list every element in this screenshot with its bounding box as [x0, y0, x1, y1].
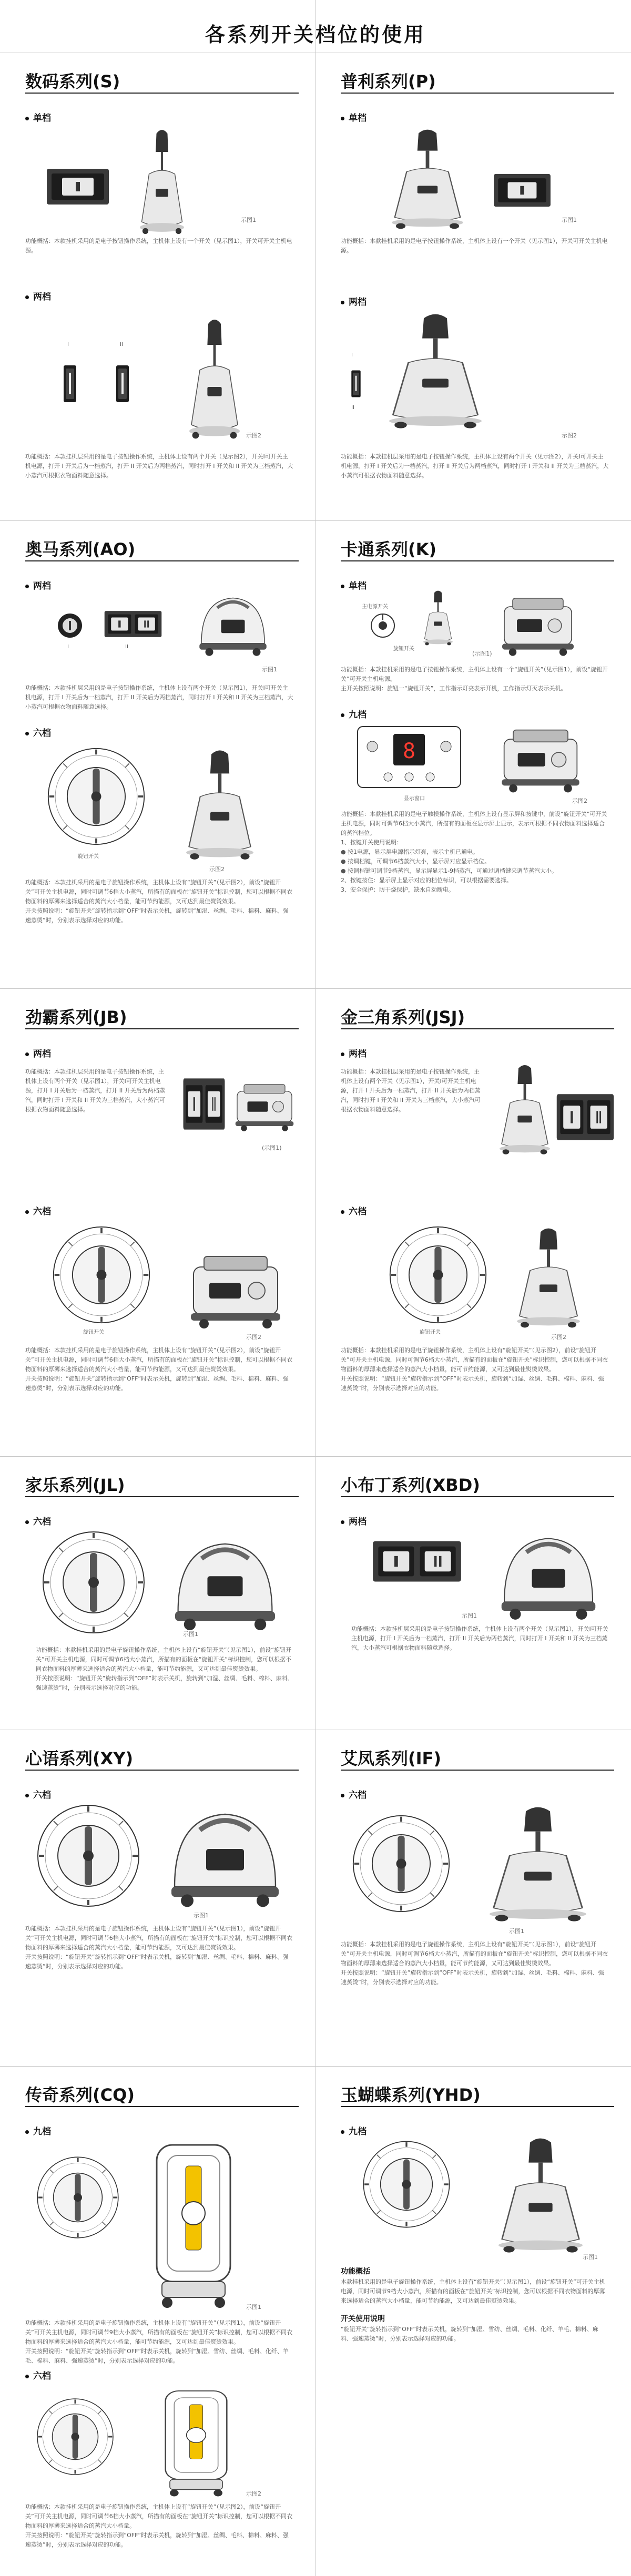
knob-image [46, 747, 146, 846]
steamer-image [493, 1062, 556, 1157]
title-rule [25, 1496, 299, 1497]
section-title: 普利系列(P) [341, 71, 436, 91]
section-title: 艾凤系列(IF) [341, 1749, 442, 1769]
dual-heading: 两档 [341, 1046, 367, 1059]
dual-switch-image [372, 1540, 462, 1582]
knob-label: 旋钮开关 [393, 646, 414, 652]
figure-label: 示图2 [562, 432, 577, 439]
rocker-switch-image [349, 363, 363, 405]
six-description: 功能概括：本款挂机采用的是电子旋钮操作系统，主机体上设有“旋钮开关”（见示图2），前设“旋钮开关”可开关主机电源，同时可调节6档大小蒸汽，所描有的面板在“旋钮开关”标识控制，您可以根据不同衣物面料的厚薄来选择适合的蒸汽大小档量，能可节约能源，又可达到最佳熨烫效果。 开关按照说明：“旋钮开关”旋转指示到“OFF”时表示关机，旋转到“加湿、丝绸、毛料、棉料、麻料、强速蒸烫”时，分别表示选择对应的功能。 [25, 1347, 293, 1392]
figure-label: 示图1 [462, 1612, 477, 1619]
nine-description: 功能概括：本款挂机采用的是电子触摸操作系统，主机体上设有显示屏和按键中，前设“旋钮开关”可开关主机电源，同时可调节6档大小蒸汽，所描有的面板在显示屏上显示，表示可根据不同衣物面料选择适合的蒸汽档位。 1、按键开关使用说明： ● 按1电源，显示屏电源指示灯亮，表示主机已通电。 ● 按调档键，可调节6档蒸汽大小，显示屏对应显示档位。 ● 按调档键可调节9档蒸汽，显示屏显示1-9档蒸汽，可通过调档键来调节蒸汽大小。 2、按键按住：显示屏上显示对应的档位标识，可以根据需要选择。 3、安全保护：防干烧保护，缺水自动断电。 [341, 811, 607, 893]
display-panel-image [357, 725, 462, 789]
knob-image [36, 2155, 120, 2240]
steamer-image [477, 1803, 598, 1924]
knob-label: 旋钮开关 [420, 1330, 441, 1335]
section-title: 玉蝴蝶系列(YHD) [341, 2085, 481, 2105]
six-description: 功能概括：本款挂机采用的是电子旋钮操作系统，主机体上设有“旋钮开关”（见示图2），前设“旋钮开关”可开关主机电源，同时可调节6档大小蒸汽，所描有的面板在“旋钮开关”标识控制，您可以根据不同衣物面料的厚薄来选择适合的蒸汽大小档量。 开关按照说明：“旋钮开关”旋转指示到“OFF”时表示关机，旋转到“加湿、丝绸、毛料、棉料、麻料、强速蒸烫”时，分别表示选择对应的功能。 [25, 2503, 293, 2548]
dual-description: 功能概括：本款挂机层采用的是电子按钮操作系统，主机体上设有两个开关（见示图2），开关I可开关主机电源，打开 I 开关后为一档蒸汽，打开 II 开关后为两档蒸汽，同时打开 I 开关和 II 开关为三档蒸汽，大小蒸汽可根据衣物面料随意选择。 [341, 453, 609, 479]
function-heading: 功能概括 [341, 2267, 370, 2276]
nine-heading: 九档 [25, 2124, 51, 2137]
knob-image [351, 1814, 451, 1914]
switch-usage-heading: 开关使用说明 [341, 2315, 385, 2323]
section-title: 卡通系列(K) [341, 539, 437, 559]
six-heading: 六档 [25, 1787, 51, 1801]
section-xbd [341, 1472, 625, 1724]
nine-description: 功能概括：本款挂机采用的是电子旋钮操作系统，主机体上设有“旋钮开关”（见示图1），前设“旋钮开关”可开关主机电源，同时可调节9档大小蒸汽，所描有的面板在“旋钮开关”标识控制，您可以根据不同衣物面料的厚薄来选择适合的蒸汽大小档量，能可节约能源，又可达到最佳熨烫效果。 开关按照说明：“旋钮开关”旋转指示到“OFF”时表示关机，旋转到“加湿、雪纺、丝绸、毛料、化纤、羊毛、棉料、麻料、强速蒸烫”时，分别表示选择对应的功能。 [25, 2319, 293, 2364]
round-switch-image [370, 612, 396, 639]
single-heading: 单档 [341, 578, 367, 591]
steamer-image [183, 1251, 288, 1330]
dual-heading: 两档 [341, 1514, 367, 1527]
figure-label: (示图1) [472, 650, 492, 657]
section-title: 家乐系列(JL) [25, 1475, 125, 1495]
steamer-image [493, 594, 583, 657]
section-title: 小布丁系列(XBD) [341, 1475, 480, 1495]
figure-label: (示图1) [262, 1144, 282, 1151]
steamer-image [130, 126, 194, 237]
section-cq [25, 2082, 309, 2571]
figure-label: 示图1 [262, 666, 277, 673]
title-rule [25, 1028, 299, 1029]
figure-label: 示图1 [194, 1912, 209, 1919]
figure-label: 示图2 [551, 1334, 566, 1341]
figure-label: 示图2 [246, 1334, 261, 1341]
row-divider [0, 520, 631, 521]
roman-two-label: II [125, 644, 128, 650]
figure-label: 示图1 [241, 217, 256, 223]
section-k [341, 536, 625, 983]
steamer-image [420, 589, 456, 647]
section-xy [25, 1745, 309, 2061]
figure-label: 示图2 [572, 798, 587, 804]
rocker-switch-image [115, 355, 130, 413]
dual-description: 功能概括：本款挂机层采用的是电子按钮操作系统，主机体上设有两个开关（见示图1），开关I可开关主机电源，打开 I 开关后为一档蒸汽，打开 II 开关后为两档蒸汽，同时打开 I 开关和 II 开关为三档蒸汽，大小蒸汽可根据衣物面料随意选择。 [25, 684, 293, 710]
steamer-image [162, 1535, 288, 1635]
steamer-image [162, 1803, 288, 1914]
roman-one-label: I [67, 342, 69, 347]
title-rule [25, 1770, 299, 1771]
dual-heading: 两档 [25, 578, 51, 591]
steamer-image [230, 1072, 299, 1141]
figure-label: 示图1 [183, 1631, 198, 1638]
knob-image [362, 2140, 451, 2229]
knob-label: 旋钮开关 [78, 854, 99, 860]
single-switch-image [493, 173, 551, 207]
svg-text:8: 8 [402, 739, 416, 763]
title-rule [25, 2106, 299, 2107]
title-rule [25, 560, 299, 561]
section-yhd [341, 2082, 625, 2571]
round-switch-image [57, 612, 83, 639]
dual-description: 功能概括：本款挂机层采用的是电子按钮操作系统，主机体上设有两个开关（见示图1），开关I可开关主机电源，打开 I 开关后为一档蒸汽，打开 II 开关后为两档蒸汽，同时打开 I 开关和 II 开关为三档蒸汽，大小蒸汽可根据衣物面料随意选择。 [341, 1068, 481, 1113]
title-rule [341, 560, 614, 561]
single-description: 功能概括：本款挂机采用的是电子按钮操作系统，主机体上设有一个开关（见示图1），开关可开关主机电源。 [25, 238, 292, 254]
section-title: 心语系列(XY) [25, 1749, 134, 1769]
section-title: 数码系列(S) [25, 71, 120, 91]
power-switch-label: 主电源开关 [362, 604, 388, 610]
six-heading: 六档 [25, 2368, 51, 2381]
rocker-switch-image [62, 355, 78, 413]
figure-label: 示图2 [209, 866, 225, 873]
six-heading: 六档 [25, 725, 51, 739]
single-description: 功能概括：本款挂机采用的是电子按钮操作系统，主机体上设有一个开关（见示图1），开关可开关主机电源。 [341, 238, 608, 254]
section-jl [25, 1472, 309, 1724]
figure-label: 示图2 [246, 2490, 261, 2497]
figure-label: 示图2 [246, 432, 261, 439]
dual-switch-image [183, 1078, 225, 1130]
knob-image [36, 1803, 141, 1908]
section-title: 传奇系列(CQ) [25, 2085, 135, 2105]
steamer-image [383, 126, 472, 231]
steamer-image [378, 310, 493, 431]
title-rule [341, 93, 614, 94]
nine-heading: 九档 [341, 707, 367, 720]
steamer-image [488, 2134, 593, 2255]
single-heading: 单档 [341, 110, 367, 124]
figure-label: 示图1 [583, 2254, 598, 2261]
dual-switch-image [104, 607, 162, 641]
steamer-image [146, 2134, 241, 2313]
title-rule [341, 1028, 614, 1029]
knob-image [41, 1530, 146, 1635]
knob-label: 旋钮开关 [83, 1330, 104, 1335]
six-description: 功能概括：本款挂机采用的是电子旋钮操作系统，主机体上设有“旋钮开关”（见示图2），前设“旋钮开关”可开关主机电源，同时可调节6档大小蒸汽，所描有的面板在“旋钮开关”标识控制，您可以根据不同衣物面料的厚薄来选择适合的蒸汽大小档量，能可节约能源，又可达到最佳熨烫效果。 开关按照说明：“旋钮开关”旋转指示到“OFF”时表示关机，旋转到“加湿、丝绸、毛料、棉料、麻料、强速蒸烫”时，分别表示选择对应的功能。 [25, 879, 293, 924]
section-title: 奥马系列(AO) [25, 539, 136, 559]
six-description: 功能概括：本款挂机采用的是电子旋钮操作系统，主机体上设有“旋钮开关”（见示图1），前设“旋钮开关”可开关主机电源，同时可调节6档大小蒸汽，所描有的面板在“旋钮开关”标识控制，您可以根据不同衣物面料的厚薄来选择适合的蒸汽大小档量，能可节约能源，又可达到最佳熨烫效果。 开关按照说明：“旋钮开关”旋转指示到“OFF”时表示关机，旋转到“加湿、丝绸、毛料、棉料、麻料、强速蒸烫”时，分别表示选择对应的功能。 [36, 1647, 293, 1691]
six-description: 功能概括：本款挂机采用的是电子旋钮操作系统，主机体上设有“旋钮开关”（见示图1），前设“旋钮开关”可开关主机电源，同时可调节6档大小蒸汽，所描有的面板在“旋钮开关”标识控制，您可以根据不同衣物面料的厚薄来选择适合的蒸汽大小档量，能可节约能源，又可达到最佳熨烫效果。 开关按照说明：“旋钮开关”旋转指示到“OFF”时表示关机，旋转到“加湿、丝绸、毛料、棉料、麻料、强速蒸烫”时，分别表示选择对应的功能。 [25, 1925, 293, 1970]
nine-heading: 九档 [341, 2124, 367, 2137]
function-description: 本款挂机采用的是电子旋钮操作系统，主机体上设有“旋钮开关”（见示图1），前设“旋钮开关”可开关主机电源，同时可调节9档大小蒸汽，所描有的面板在“旋钮开关”标识控制，您可以根据不同衣物面料的厚薄来选择适合的蒸汽大小档量，能可节约能源，又可达到最佳熨烫效果。 [341, 2278, 605, 2304]
figure-label: 示图1 [509, 1928, 524, 1935]
six-description: 功能概括：本款挂机采用的是电子旋钮操作系统，主机体上设有“旋钮开关”（见示图1），前设“旋钮开关”可开关主机电源，同时可调节6档大小蒸汽，所描有的面板在“旋钮开关”标识控制，您可以根据不同衣物面料的厚薄来选择适合的蒸汽大小档量，能可节约能源，又可达到最佳熨烫效果。 开关按照说明：“旋钮开关”旋转指示到“OFF”时表示关机，旋转到“加湿、丝绸、毛料、棉料、麻料、强速蒸烫”时，分别表示选择对应的功能。 [341, 1941, 608, 1986]
section-jb [25, 1004, 309, 1451]
section-title: 金三角系列(JSJ) [341, 1007, 465, 1027]
dual-description: 功能概括：本款挂机层采用的是电子按钮操作系统，主机体上设有两个开关（见示图1），开关I可开关主机电源，打开 I 开关后为一档蒸汽，打开 II 开关后为两档蒸汽，同时打开 I 开关和 II 开关为三档蒸汽，大小蒸汽可根据衣物面料随意选择。 [351, 1626, 608, 1651]
dual-description: 功能概括：本款挂机层采用的是电子按钮操作系统，主机体上设有两个开关（见示图1），开关I可开关主机电源，打开 I 开关后为一档蒸汽，打开 II 开关后为两档蒸汽，同时打开 I 开关和 II 开关为三档蒸汽，大小蒸汽可根据衣物面料随意选择。 [25, 1068, 165, 1113]
title-rule [341, 1770, 614, 1771]
six-description: 功能概括：本款挂机采用的是电子旋钮操作系统，主机体上设有“旋钮开关”（见示图2），前设“旋钮开关”可开关主机电源，同时可调节6档大小蒸汽，所描有的面板在“旋钮开关”标识控制，您可以根据不同衣物面料的厚薄来选择适合的蒸汽大小档量，能可节约能源，又可达到最佳熨烫效果。 开关按照说明：“旋钮开关”旋转指示到“OFF”时表示关机，旋转到“加湿、丝绸、毛料、棉料、麻料、强速蒸烫”时，分别表示选择对应的功能。 [341, 1347, 608, 1392]
six-heading: 六档 [341, 1787, 367, 1801]
dual-heading: 两档 [25, 289, 51, 302]
single-switch-image [46, 168, 109, 205]
title-rule [25, 93, 299, 94]
steamer-image [157, 2384, 236, 2500]
steamer-image [493, 725, 588, 794]
section-title: 劲霸系列(JB) [25, 1007, 127, 1027]
single-description: 功能概括：本款挂机采用的是电子按钮操作系统，主机体上设有一个“旋钮开关”（见示图1），前设“旋钮开关”可开关主机电源。 主开关按照说明：旋钮一“旋钮开关”，工作指示灯亮表示开机，工作指示灯灭表示关机。 [341, 666, 608, 692]
row-divider [0, 1456, 631, 1457]
dual-description: 功能概括：本款挂机层采用的是电子按钮操作系统，主机体上设有两个开关（见示图2），开关I可开关主机电源，打开 I 开关后为一档蒸汽，打开 II 开关后为两档蒸汽，同时打开 I 开关和 II 开关为三档蒸汽，大小蒸汽可根据衣物面料随意选择。 [25, 453, 293, 479]
six-heading: 六档 [25, 1204, 51, 1217]
single-heading: 单档 [25, 110, 51, 124]
six-heading: 六档 [25, 1514, 51, 1527]
dual-switch-image [556, 1093, 614, 1141]
knob-image [52, 1225, 151, 1325]
dual-heading: 两档 [341, 294, 367, 308]
roman-two-label: II [351, 405, 354, 411]
figure-label: 示图1 [246, 2304, 261, 2311]
title-rule [341, 1496, 614, 1497]
title-rule [341, 2106, 614, 2107]
dual-heading: 两档 [25, 1046, 51, 1059]
page-title: 各系列开关档位的使用 [205, 23, 426, 46]
switch-usage-description: “旋钮开关”旋转指示到“OFF”时表示关机，旋转到“加湿、雪纺、丝绸、毛料、化纤、羊毛、棉料、麻料、强速蒸烫”时，分别表示选择对应的功能。 [341, 2326, 598, 2342]
section-ao [25, 536, 309, 983]
section-p [341, 68, 625, 515]
section-jsj [341, 1004, 625, 1451]
display-window-label: 显示窗口 [404, 796, 425, 802]
steamer-image [183, 315, 246, 442]
steamer-image [493, 1530, 604, 1624]
roman-one-label: I [67, 644, 69, 650]
row-divider [0, 2066, 631, 2067]
section-if [341, 1745, 625, 2061]
steamer-image [509, 1225, 588, 1330]
roman-two-label: II [120, 342, 123, 347]
row-divider [0, 988, 631, 989]
roman-one-label: I [351, 352, 353, 358]
steamer-image [194, 591, 272, 660]
figure-label: 示图1 [562, 217, 577, 223]
six-heading: 六档 [341, 1204, 367, 1217]
knob-image [36, 2397, 115, 2476]
section-s [25, 68, 309, 515]
steamer-image [178, 747, 262, 862]
knob-image [388, 1225, 488, 1325]
